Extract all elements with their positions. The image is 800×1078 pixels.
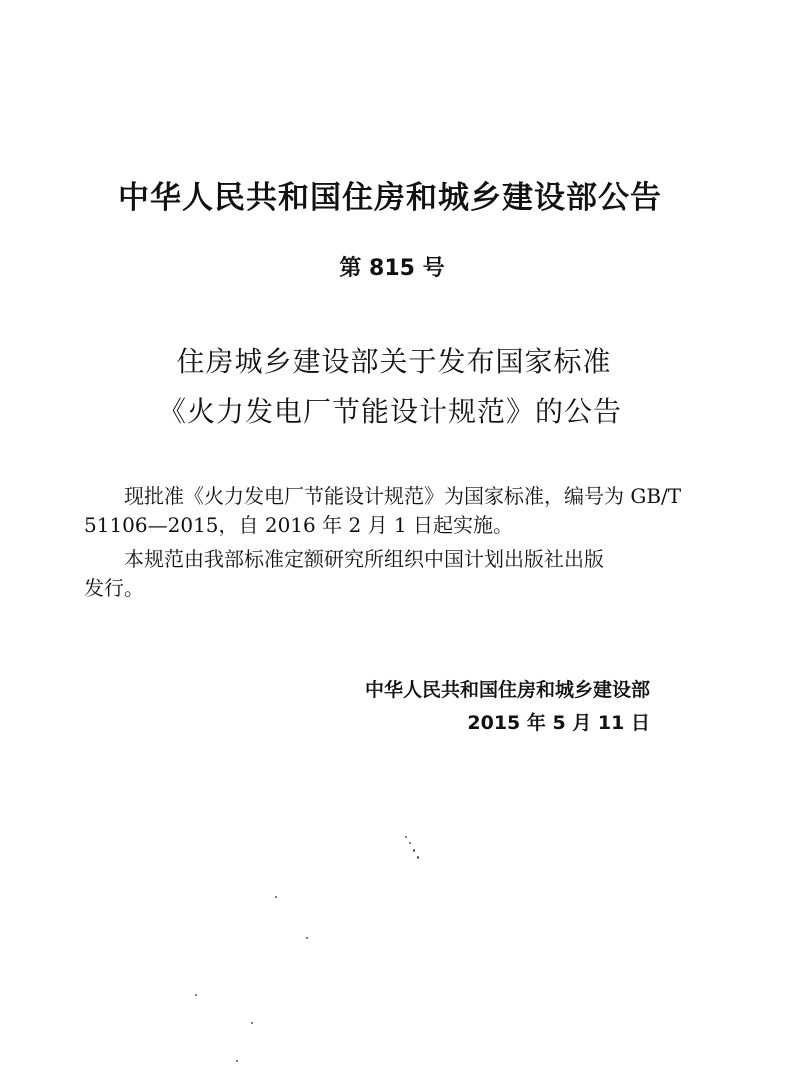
subtitle-line-2: 《火力发电厂节能设计规范》的公告 (157, 395, 622, 428)
scan-speck (405, 836, 407, 838)
scan-speck (417, 856, 419, 859)
paragraph-1-line-1: 现批准《火力发电厂节能设计规范》为国家标准，编号为 GB/T (124, 484, 682, 508)
scan-speck (306, 937, 308, 939)
scan-speck (275, 896, 277, 898)
scan-speck (195, 994, 197, 996)
scan-speck (413, 849, 415, 852)
paragraph-1-line-2: 51106—2015，自 2016 年 2 月 1 日起实施。 (84, 513, 514, 537)
signature-date: 2015 年 5 月 11 日 (467, 712, 650, 734)
scan-speck (251, 1022, 253, 1024)
body-paragraph-2 (84, 545, 696, 603)
subtitle-line-1: 住房城乡建设部关于发布国家标准 (176, 345, 612, 378)
body-paragraph-1 (84, 482, 696, 540)
paragraph-2-line-1: 本规范由我部标准定额研究所组织中国计划出版社出版 (124, 547, 604, 571)
paragraph-2-line-2: 发行。 (84, 576, 144, 600)
scan-speck (236, 1060, 238, 1062)
signature-organization: 中华人民共和国住房和城乡建设部 (364, 679, 650, 701)
scan-speck (409, 842, 411, 844)
document-number: 第 815 号 (339, 256, 445, 281)
main-title: 中华人民共和国住房和城乡建设部公告 (118, 180, 662, 216)
